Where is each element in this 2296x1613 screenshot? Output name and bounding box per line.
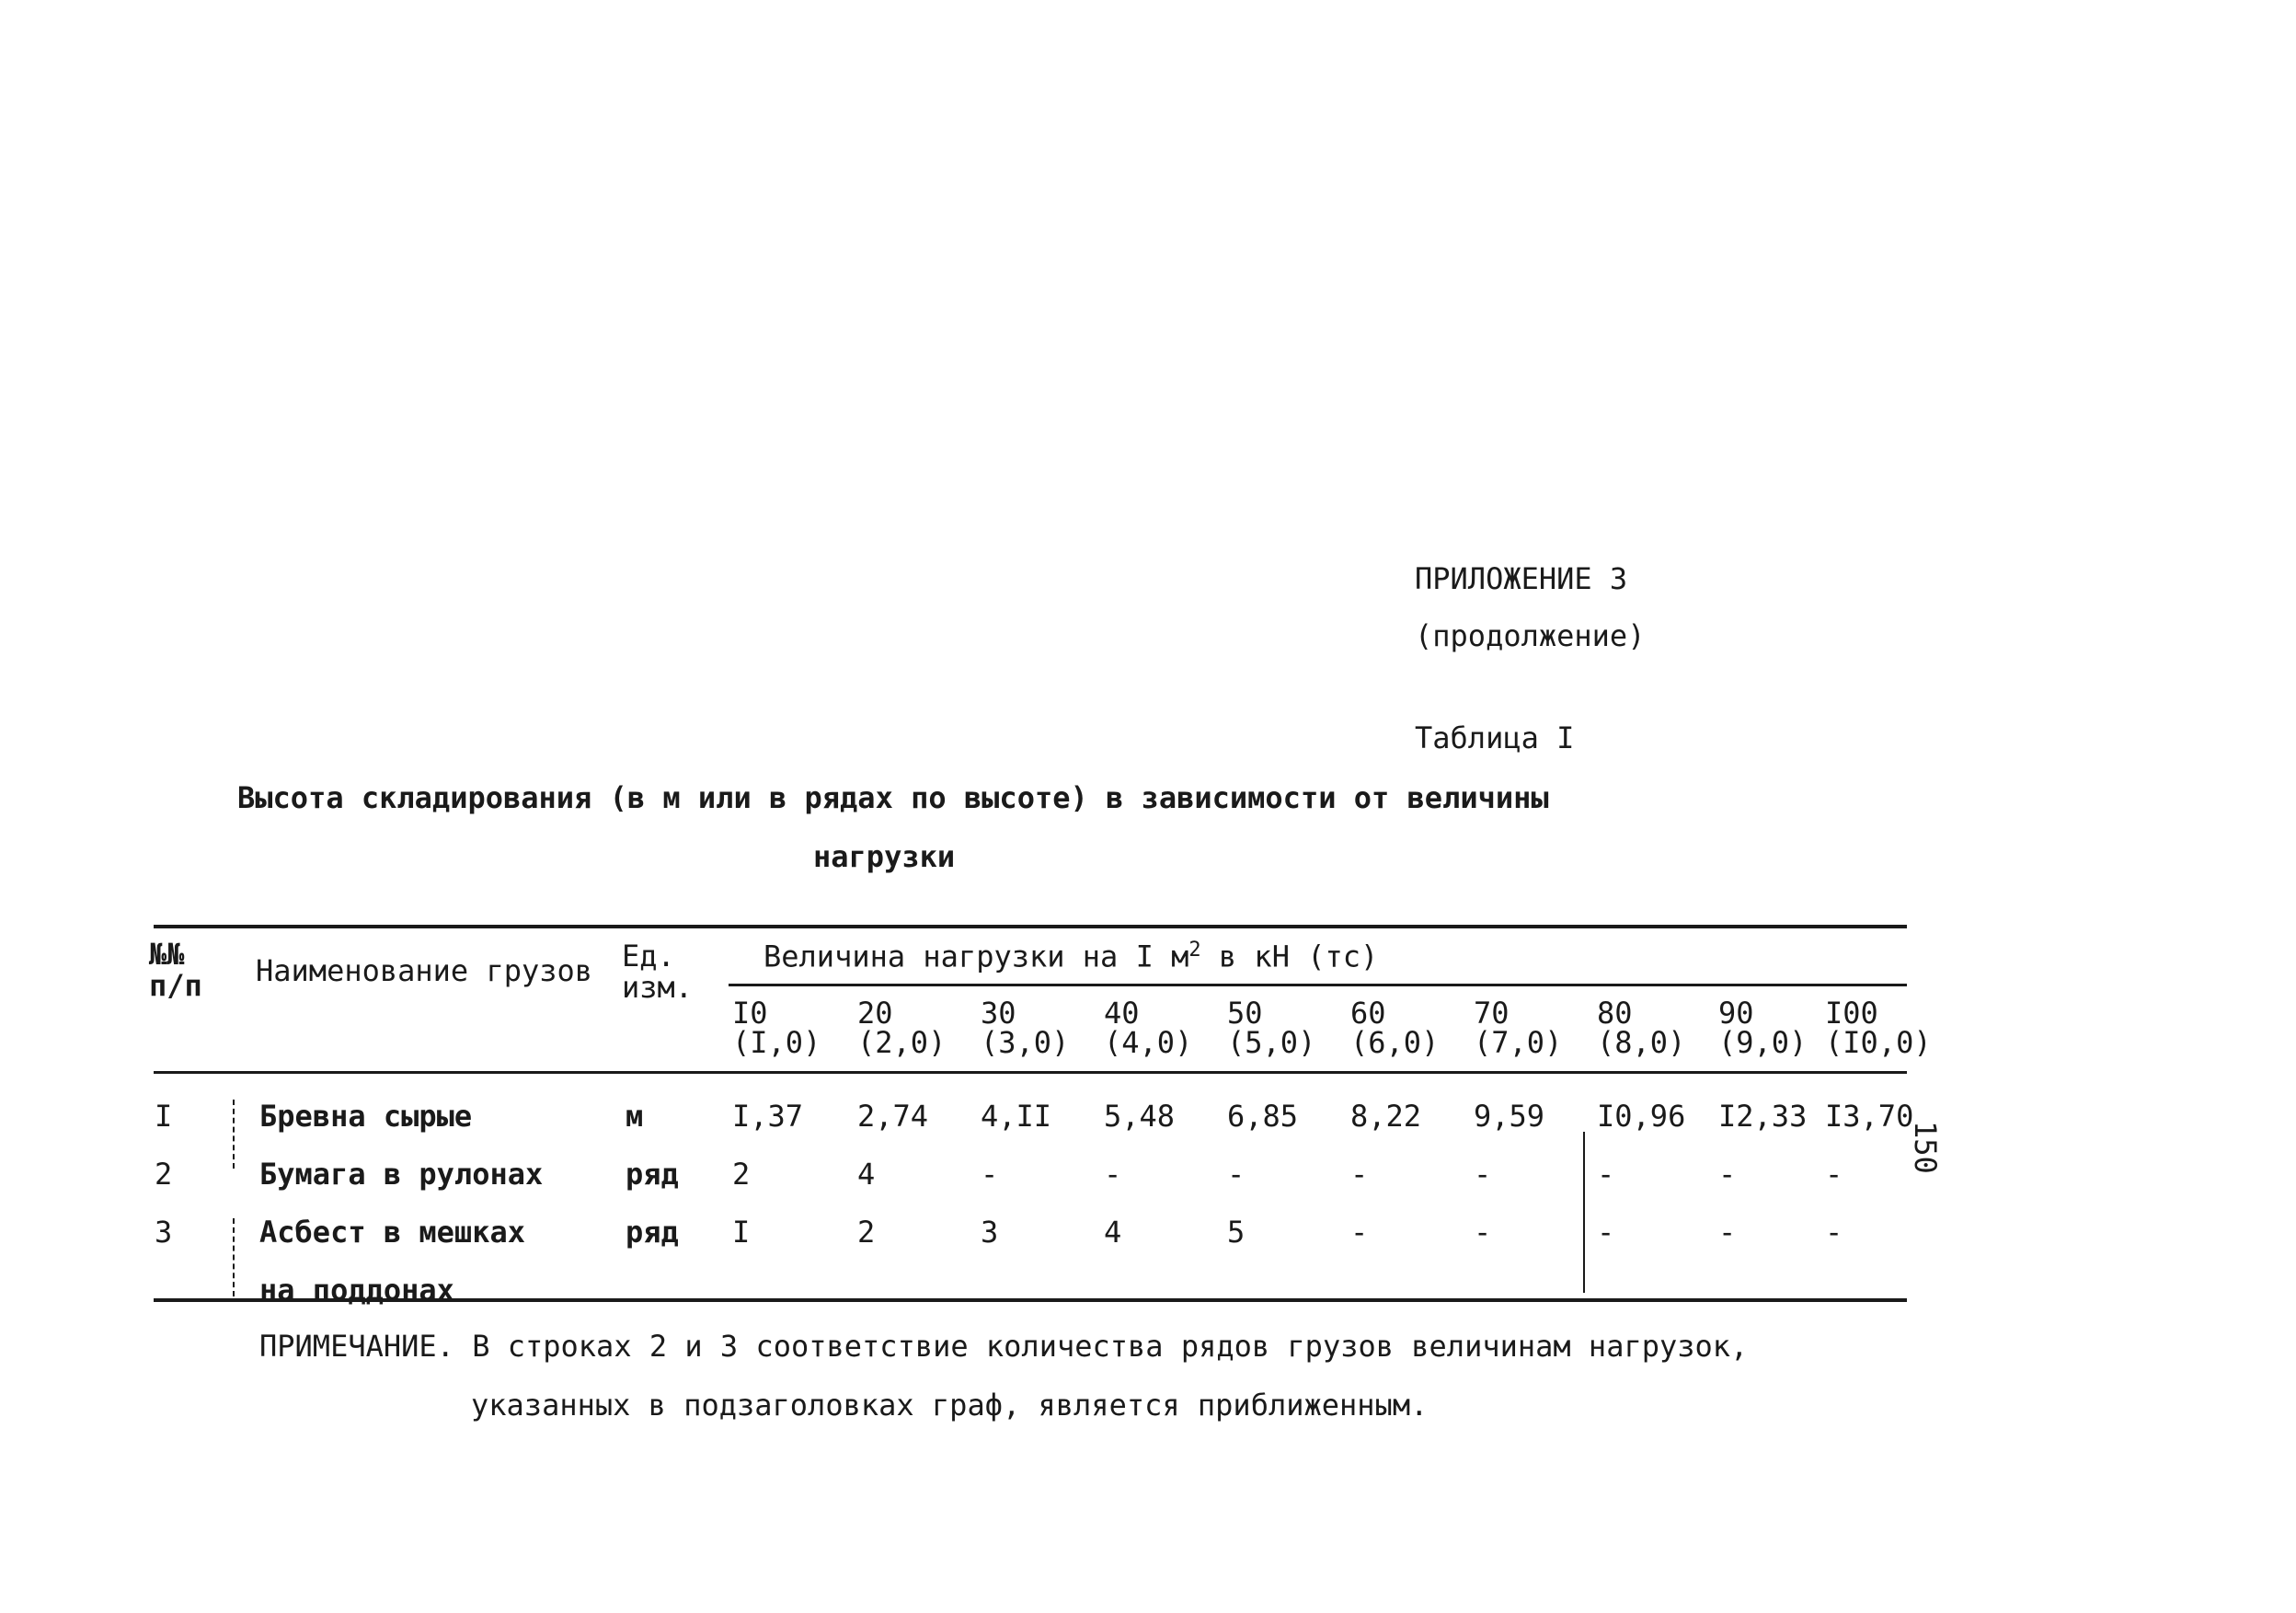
row-value: - bbox=[1825, 1157, 1843, 1192]
row-number: I bbox=[155, 1099, 173, 1134]
load-kn-label: 60 bbox=[1350, 996, 1386, 1031]
table-caption-line-1: Высота складирования (в м или в рядах по высоте) в зависимости от величины bbox=[237, 780, 1549, 815]
row-number: 2 bbox=[155, 1157, 173, 1192]
row-value: 6,85 bbox=[1227, 1099, 1299, 1134]
row-value: 2 bbox=[732, 1157, 751, 1192]
load-header-rule bbox=[729, 984, 1907, 986]
load-kn-label: 40 bbox=[1104, 996, 1140, 1031]
load-tc-label: (I0,0) bbox=[1825, 1025, 1932, 1060]
continuation-label: (продолжение) bbox=[1415, 618, 1646, 653]
row-value: - bbox=[981, 1157, 999, 1192]
column-header-unit-line-1: Ед. bbox=[622, 939, 675, 974]
row-unit: ряд bbox=[626, 1215, 679, 1250]
column-header-number: №№ п/п bbox=[149, 937, 202, 1003]
row-value: I0,96 bbox=[1597, 1099, 1686, 1134]
row-value: 4 bbox=[1104, 1215, 1122, 1250]
load-kn-label: 30 bbox=[981, 996, 1016, 1031]
column-separator bbox=[233, 1218, 235, 1296]
row-value: 2,74 bbox=[857, 1099, 929, 1134]
column-header-name: Наименование грузов bbox=[256, 953, 593, 988]
row-value: - bbox=[1718, 1215, 1737, 1250]
header-bottom-rule bbox=[154, 1071, 1907, 1074]
row-value: 5 bbox=[1227, 1215, 1246, 1250]
load-tc-label: (4,0) bbox=[1104, 1025, 1193, 1060]
row-value: - bbox=[1597, 1157, 1615, 1192]
column-separator bbox=[1583, 1132, 1585, 1293]
column-separator bbox=[233, 1100, 235, 1169]
row-value: - bbox=[1227, 1157, 1246, 1192]
row-value: I3,70 bbox=[1825, 1099, 1914, 1134]
row-value: - bbox=[1350, 1157, 1369, 1192]
load-kn-label: 90 bbox=[1718, 996, 1754, 1031]
row-value: 4,II bbox=[981, 1099, 1052, 1134]
load-tc-label: (7,0) bbox=[1474, 1025, 1563, 1060]
load-kn-label: 70 bbox=[1474, 996, 1510, 1031]
note-line-1: ПРИМЕЧАНИЕ. В строках 2 и 3 соответствие количества рядов грузов величинам нагрузок, bbox=[259, 1329, 1749, 1364]
column-header-unit-line-2: изм. bbox=[622, 970, 694, 1005]
table-top-rule bbox=[154, 925, 1907, 928]
load-tc-label: (I,0) bbox=[732, 1025, 821, 1060]
load-header-text: Величина нагрузки на I м bbox=[763, 939, 1189, 974]
load-tc-label: (8,0) bbox=[1597, 1025, 1686, 1060]
load-header-unit: в кН (тс) bbox=[1200, 939, 1379, 974]
row-unit: ряд bbox=[626, 1157, 679, 1192]
row-value: 9,59 bbox=[1474, 1099, 1545, 1134]
appendix-title: ПРИЛОЖЕНИЕ 3 bbox=[1415, 561, 1628, 596]
load-tc-label: (3,0) bbox=[981, 1025, 1070, 1060]
row-value: 8,22 bbox=[1350, 1099, 1422, 1134]
load-header-superscript: 2 bbox=[1188, 939, 1201, 962]
load-tc-label: (6,0) bbox=[1350, 1025, 1440, 1060]
page-number: 150 bbox=[1908, 1121, 1943, 1174]
table-caption-line-2: нагрузки bbox=[813, 839, 956, 874]
row-value: I2,33 bbox=[1718, 1099, 1808, 1134]
load-kn-label: I00 bbox=[1825, 996, 1878, 1031]
row-value: 5,48 bbox=[1104, 1099, 1176, 1134]
row-value: - bbox=[1350, 1215, 1369, 1250]
row-value: I,37 bbox=[732, 1099, 804, 1134]
row-number: 3 bbox=[155, 1215, 173, 1250]
row-value: 2 bbox=[857, 1215, 876, 1250]
row-value: 4 bbox=[857, 1157, 876, 1192]
note-line-2: указанных в подзаголовках граф, является приближенным. bbox=[471, 1388, 1429, 1423]
row-cargo-name: Бревна сырые bbox=[259, 1099, 473, 1134]
row-unit: м bbox=[626, 1099, 644, 1134]
load-kn-label: 50 bbox=[1227, 996, 1263, 1031]
load-kn-label: I0 bbox=[732, 996, 768, 1031]
row-value: - bbox=[1104, 1157, 1122, 1192]
load-tc-label: (5,0) bbox=[1227, 1025, 1316, 1060]
row-value: - bbox=[1825, 1215, 1843, 1250]
row-value: I bbox=[732, 1215, 751, 1250]
row-value: - bbox=[1597, 1215, 1615, 1250]
load-header bbox=[763, 939, 1378, 974]
table-label: Таблица I bbox=[1415, 720, 1575, 755]
load-kn-label: 20 bbox=[857, 996, 893, 1031]
load-tc-label: (2,0) bbox=[857, 1025, 947, 1060]
load-tc-label: (9,0) bbox=[1718, 1025, 1808, 1060]
row-cargo-name-line-2: на поддонах bbox=[259, 1273, 454, 1308]
load-kn-label: 80 bbox=[1597, 996, 1633, 1031]
row-value: - bbox=[1718, 1157, 1737, 1192]
row-cargo-name: Бумага в рулонах bbox=[259, 1157, 544, 1192]
row-value: 3 bbox=[981, 1215, 999, 1250]
row-value: - bbox=[1474, 1157, 1492, 1192]
row-cargo-name: Асбест в мешках bbox=[259, 1215, 525, 1250]
row-value: - bbox=[1474, 1215, 1492, 1250]
